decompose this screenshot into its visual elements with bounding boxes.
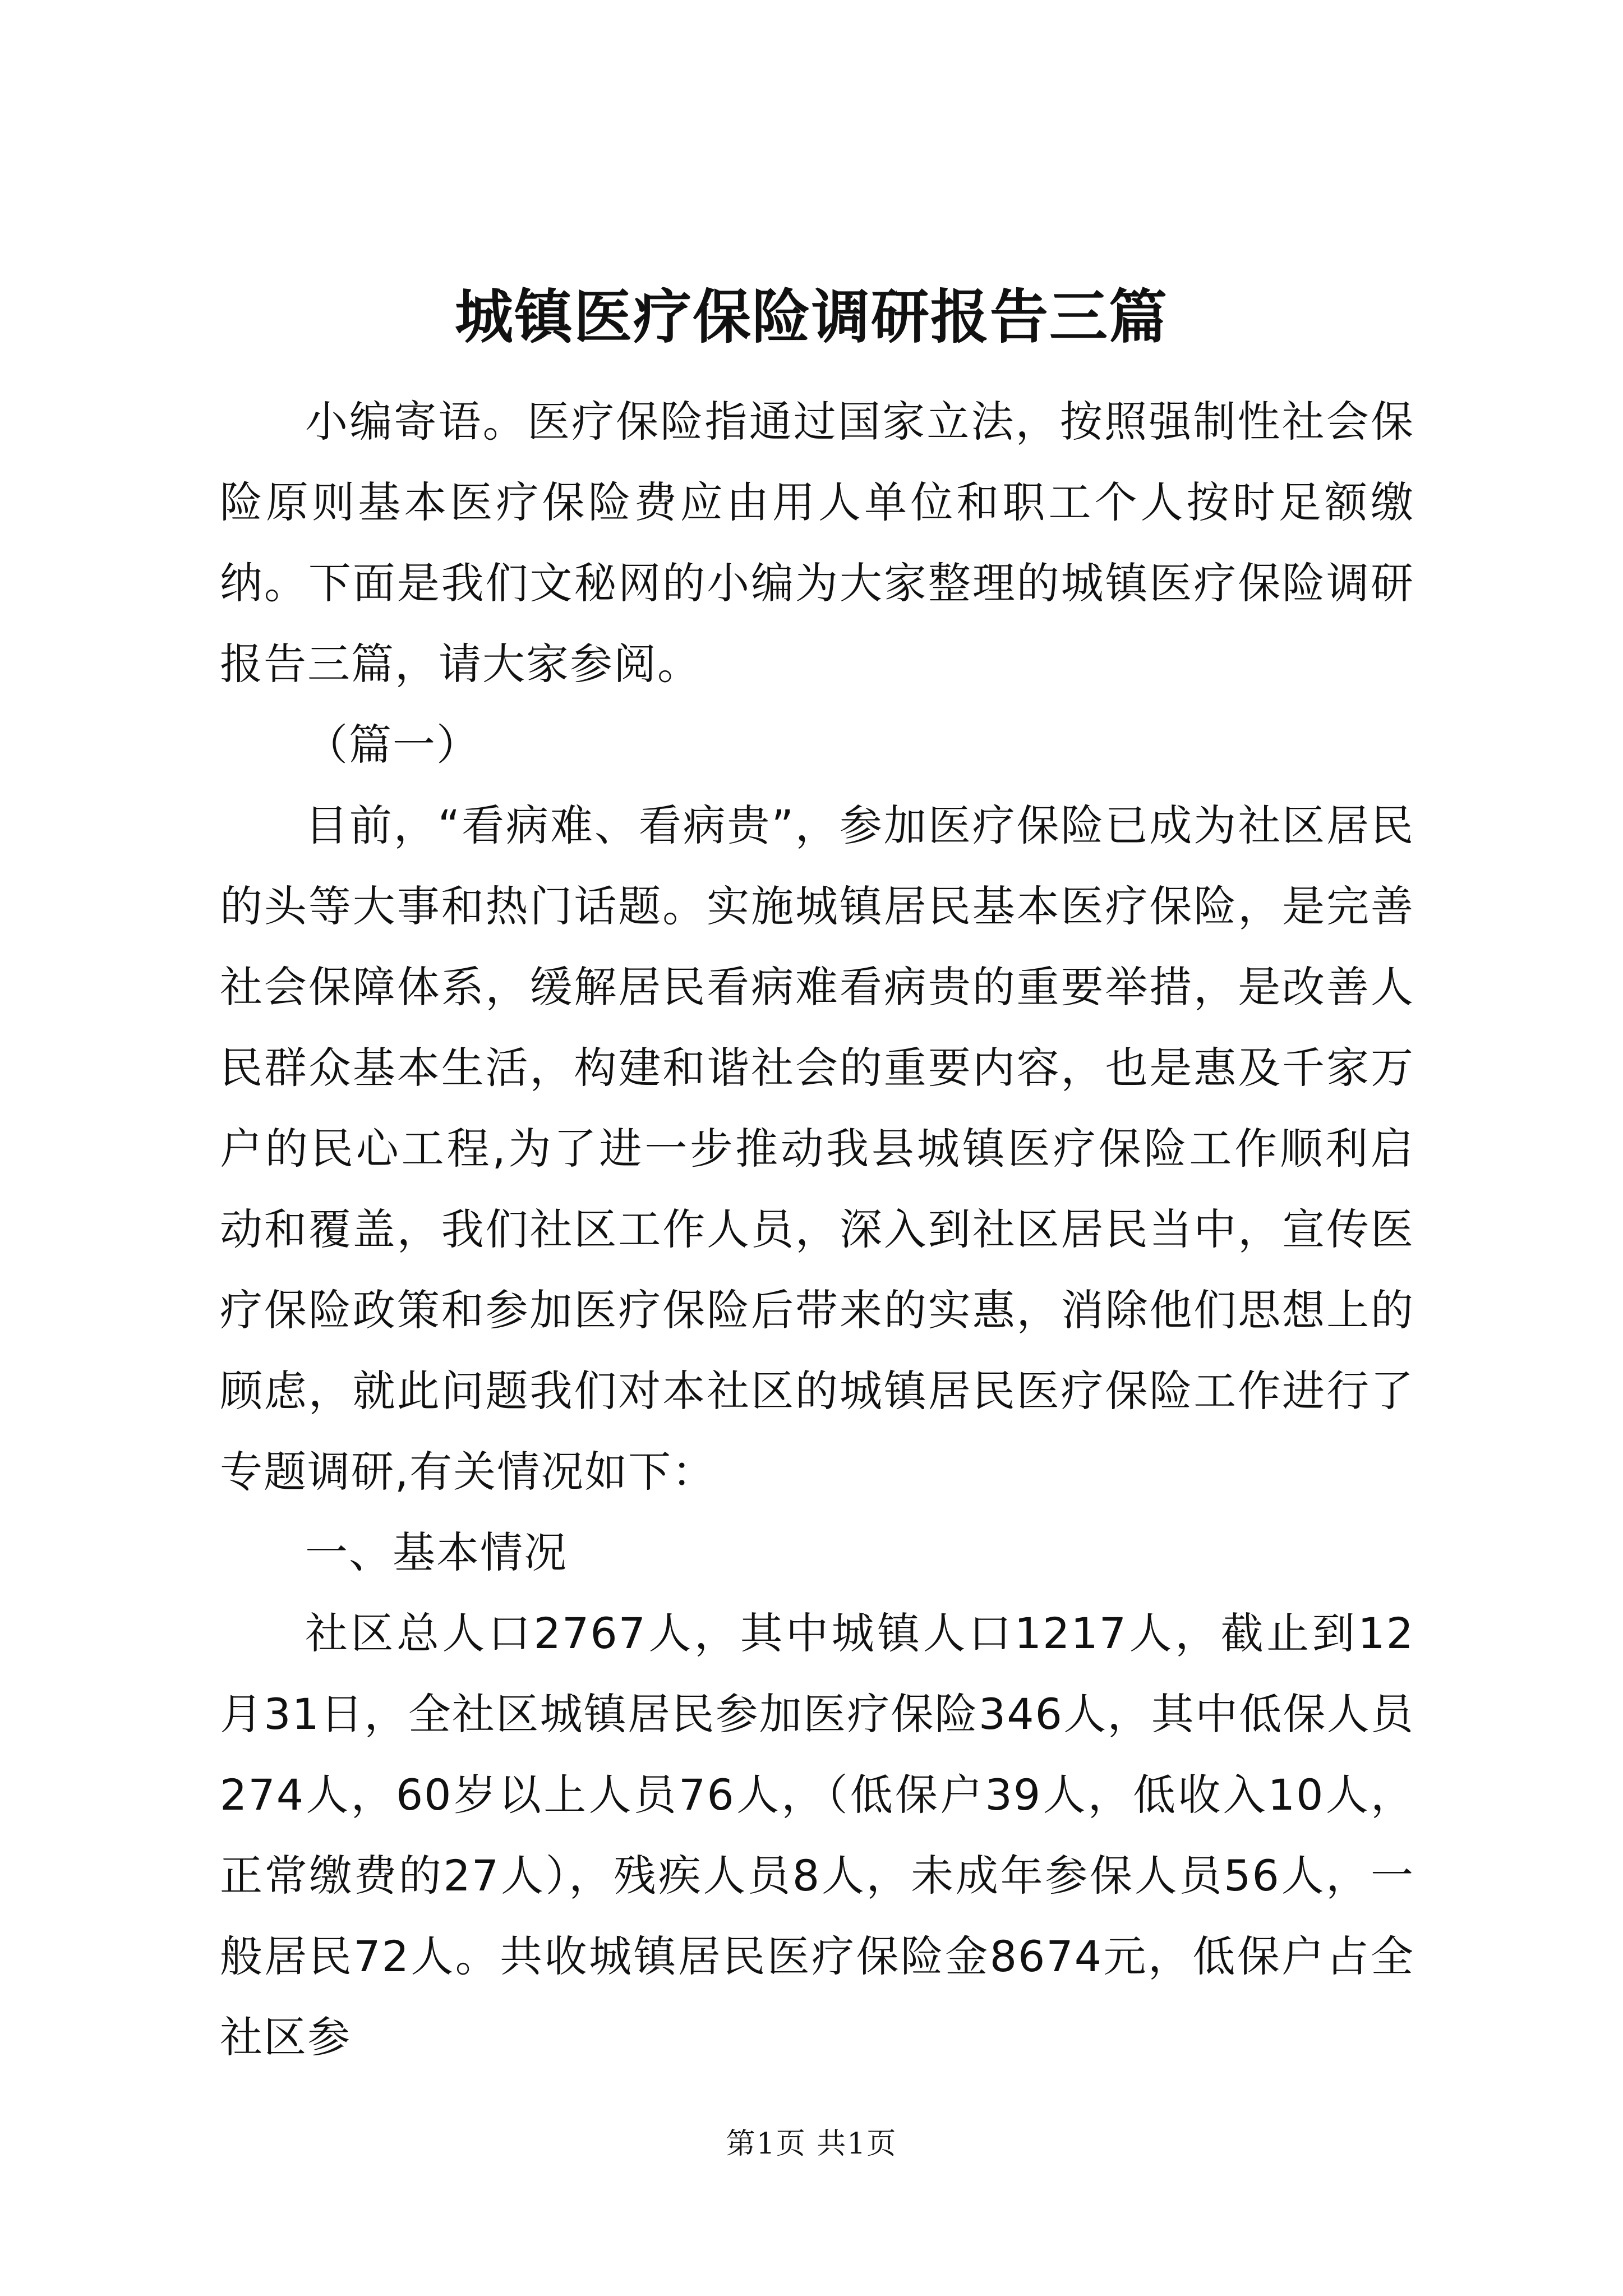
page-footer: 第1页 共1页 <box>726 2127 897 2161</box>
section-heading-part-one: （篇一） <box>305 720 480 770</box>
document-body <box>220 381 1414 2078</box>
background-paragraph: 目前，“看病难、看病贵”，参加医疗保险已成为社区居民的头等大事和热门话题。实施城镇居民基本医疗保险，是完善社会保障体系，缓解居民看病难看病贵的重要举措，是改善人民群众基本生活，构建和谐社会的重要内容，也是惠及千家万户的民心工程,为了进一步推动我县城镇医疗保险工作顺利启动和覆盖，我们社区工作人员，深入到社区居民当中，宣传医疗保险政策和参加医疗保险后带来的实惠，消除他们思想上的顾虑，就此问题我们对本社区的城镇居民医疗保险工作进行了专题调研,有关情况如下： <box>220 800 1414 1497</box>
document-title: 城镇医疗保险调研报告三篇 <box>454 282 1168 351</box>
section-heading-basic-situation: 一、基本情况 <box>305 1527 568 1577</box>
statistics-paragraph: 社区总人口2767人，其中城镇人口1217人，截止到12月31日，全社区城镇居民参加医疗保险346人，其中低保人员274人，60岁以上人员76人，（低保户39人，低收入10人，正常缴费的27人），残疾人员8人，未成年参保人员56人，一般居民72人。共收城镇居民医疗保险金8674元，低保户占全社区参 <box>220 1608 1414 2062</box>
intro-paragraph: 小编寄语。医疗保险指通过国家立法，按照强制性社会保险原则基本医疗保险费应由用人单位和职工个人按时足额缴纳。下面是我们文秘网的小编为大家整理的城镇医疗保险调研报告三篇，请大家参阅。 <box>220 397 1414 689</box>
